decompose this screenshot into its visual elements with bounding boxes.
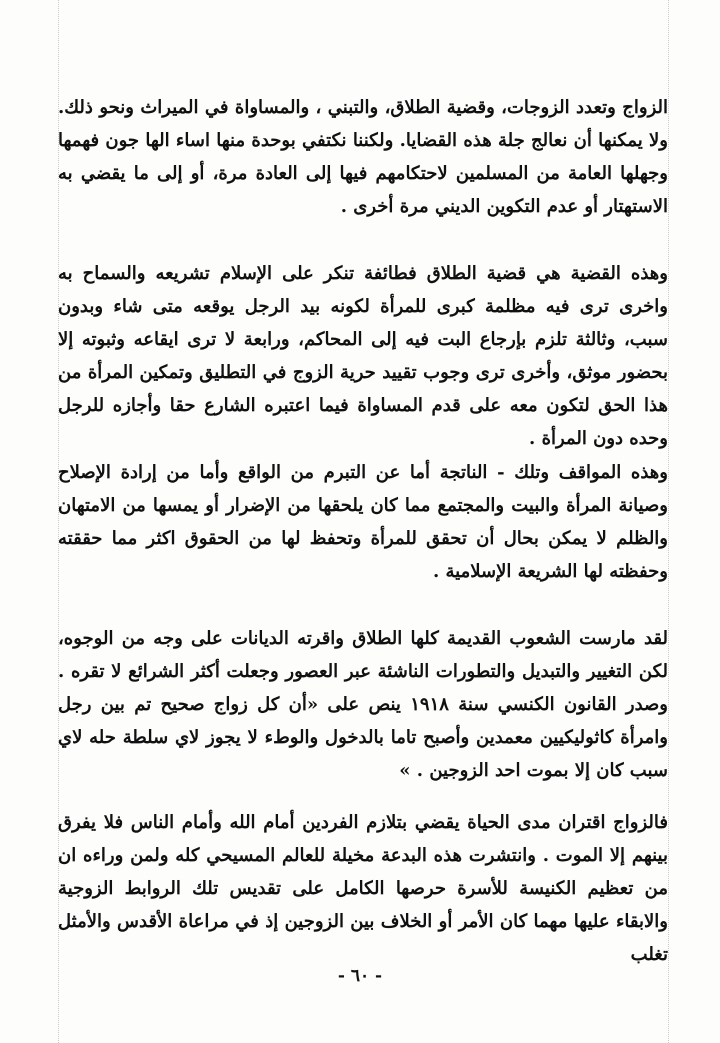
right-margin-guide — [668, 0, 669, 1043]
paragraph-5: فالزواج اقتران مدى الحياة يقضي بتلازم الفردين أمام الله وأمام الناس فلا يفرق بينهم إلا الموت . وانتشرت هذه البدعة مخيلة للعالم المسيحي كله ولمن وراءه ان من تعظيم الكنيسة للأسرة حرصها الكامل على تقديس تلك الروابط الزوجية والابقاء عليها مهما كان الأمر أو الخلاف بين الزوجين إذ في مراعاة الأقدس والأمثل تغلب — [58, 812, 668, 965]
paragraph-3: وهذه المواقف وتلك - الناتجة أما عن التبرم من الواقع وأما من إرادة الإصلاح وصيانة المرأة والبيت والمجتمع مما كان يلحقها من الإضرار أو يمسها من الامتهان والظلم لا يمكن بحال أن تحقق للمرأة وتحفظ لها من الحقوق اكثر مما حققته وحفظته لها الشريعة الإسلامية . — [58, 462, 668, 582]
paragraph-2: وهذه القضية هي قضية الطلاق فطائفة تنكر على الإسلام تشريعه والسماح به واخرى ترى فيه مظلمة كبرى للمرأة لكونه بيد الرجل يوقعه متى شاء وبدون سبب، وثالثة تلزم بإرجاع البت فيه إلى المحاكم، ورابعة لا ترى ايقاعه وثبوته إلا بحضور موثق، وأخرى ترى وجوب تقييد حرية الزوج في التطليق وتمكين المرأة من هذا الحق لتكون معه على قدم المساواة فيما اعتبره الشارع حقا وأجازه للرجل وحده دون المرأة . — [58, 263, 668, 449]
paragraph-1: الزواج وتعدد الزوجات، وقضية الطلاق، والتبني ، والمساواة في الميراث ونحو ذلك. ولا يمكنها أن نعالج جلة هذه القضايا. ولكننا نكتفي بوحدة منها اساء الها جون فهمها وجهلها العامة من المسلمين لاحتكامهم فيها إلى العادة مرة، أو إلى ما يقضي به الاستهتار أو عدم التكوين الديني مرة أخرى . — [58, 97, 668, 217]
page-number: - ٦٠ - — [337, 966, 383, 986]
paragraph-4: لقد مارست الشعوب القديمة كلها الطلاق واقرته الديانات على وجه من الوجوه، لكن التغيير والتبديل والتطورات الناشئة عبر العصور وجعلت أكثر الشرائع لا تقره . وصدر القانون الكنسي سنة ١٩١٨ ينص على «أن كل زواج صحيح تم بين رجل وامرأة كاثوليكيين معمدين وأصبح تاما بالدخول والوطء لا يجوز لاي سلطة حله لاي سبب كان إلا بموت احد الزوجين . » — [58, 628, 669, 781]
